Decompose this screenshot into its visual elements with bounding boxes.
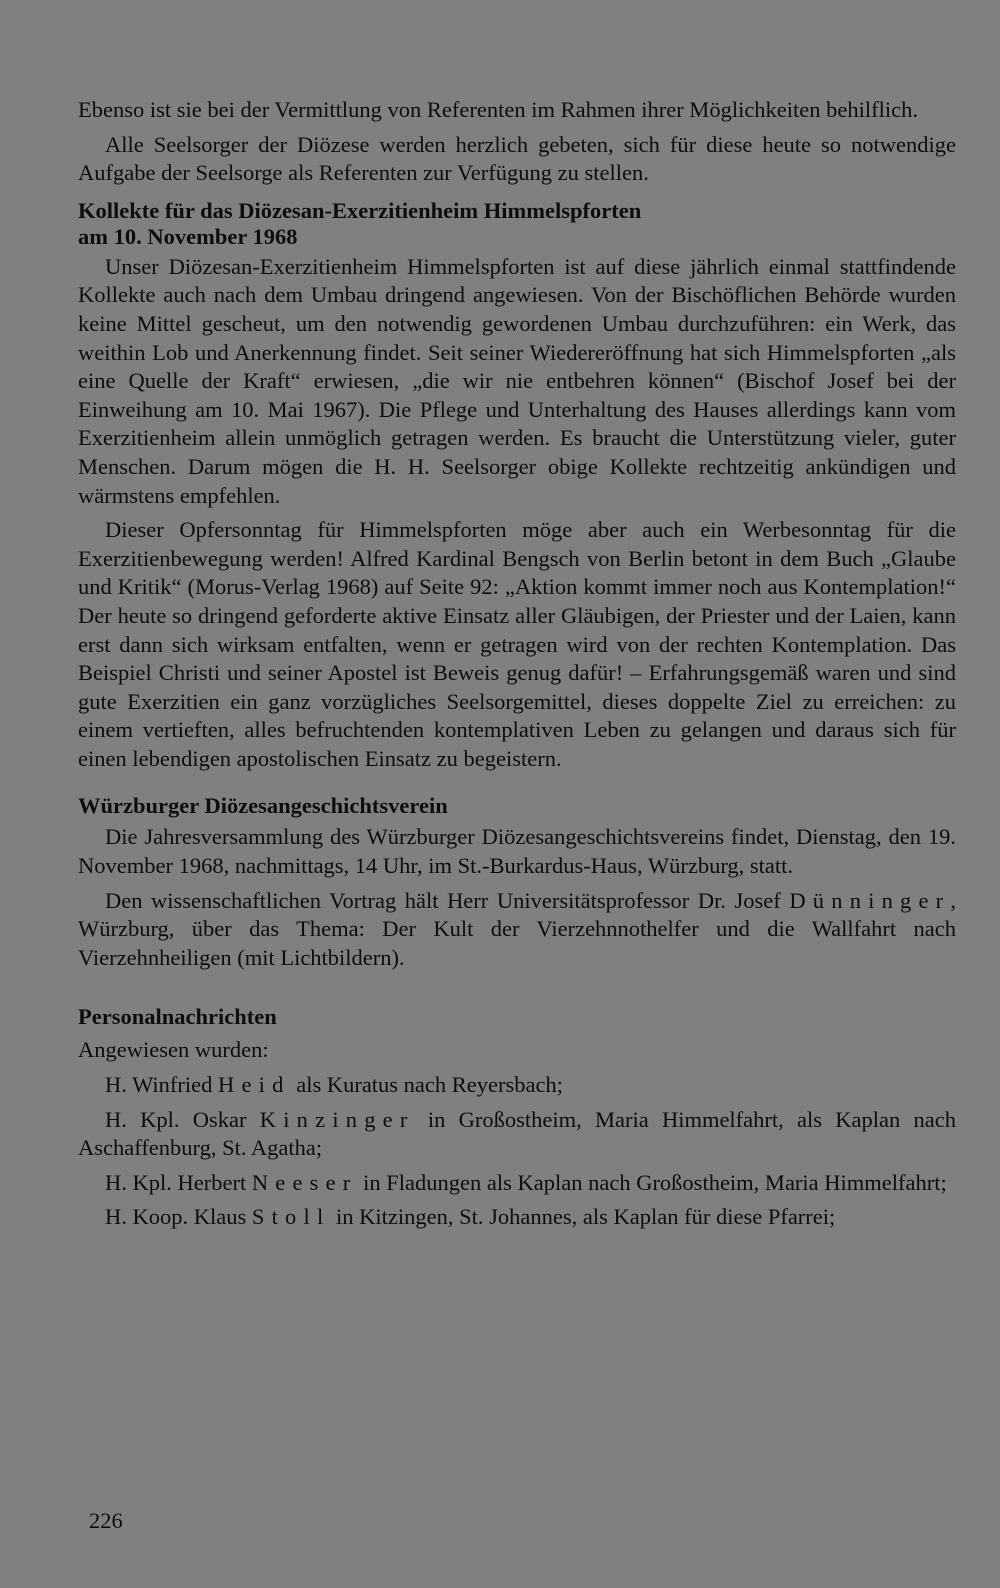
kollekte-heading-line-2: am 10. November 1968	[78, 223, 298, 249]
personal-intro: Angewiesen wurden:	[78, 1037, 269, 1063]
page-number: 226	[89, 1508, 123, 1533]
kollekte-paragraph-1: Unser Diözesan-Exerzitienheim Himmelspforten ist auf diese jährlich einmal stattfindende Kollekte auch nach dem Umbau dringend angewiesen. Von der Bischöflichen Behörde wurden keine Mittel gescheut, um den notwendig gewordenen Umbau durchzuführen: ein Werk, das weithin Lob und Anerkennung findet. Seit seiner Wiedereröffnung hat sich Himmelspforten „als eine Quelle der Kraft“ erwiesen, „die wir nie entbehren können“ (Bischof Josef bei der Einweihung am 10. Mai 1967). Die Pflege und Unterhaltung des Hauses allerdings kann vom Exerzitienheim allein unmöglich getragen werden. Es braucht die Unterstützung vieler, guter Menschen. Darum mögen die H. H. Seelsorger obige Kollekte rechtzeitig ankündigen und wärmstens empfehlen.	[78, 253, 956, 508]
personal-entry	[78, 1106, 956, 1163]
entry-text-before: H. Kpl. Herbert	[105, 1169, 252, 1195]
personal-entry	[78, 1071, 956, 1100]
kollekte-heading	[78, 198, 956, 250]
spaced-name-duenninger: Dünninger	[789, 887, 951, 913]
verein-p2-text-after: , Würzburg, über das Thema: Der Kult der Vierzehnnothelfer und die Wallfahrt nach Vierzehnheiligen (mit Lichtbildern).	[78, 887, 956, 970]
personal-entry	[78, 1169, 956, 1198]
entry-text-after: in Kitzingen, St. Johannes, als Kaplan für diese Pfarrei;	[330, 1204, 836, 1230]
personal-entry	[78, 1203, 956, 1232]
intro-paragraph-2: Alle Seelsorger der Diözese werden herzlich gebeten, sich für diese heute so notwendige Aufgabe der Seelsorge als Referenten zur Verfügung zu stellen.	[78, 131, 956, 186]
personal-heading: Personalnachrichten	[78, 1004, 277, 1030]
entry-text-before: H. Kpl. Oskar	[105, 1106, 260, 1132]
page-body	[78, 96, 956, 1232]
verein-paragraph-1: Die Jahresversammlung des Würzburger Diözesangeschichtsvereins findet, Dienstag, den 19. November 1968, nachmittags, 14 Uhr, im St.-Burkardus-Haus, Würzburg, statt.	[78, 824, 956, 879]
kollekte-paragraph-2: Dieser Opfersonntag für Himmelspforten möge aber auch ein Werbesonntag für die Exerzitienbewegung werden! Alfred Kardinal Bengsch von Berlin betont in dem Buch „Glaube und Kritik“ (Morus-Verlag 1968) auf Seite 92: „Aktion kommt immer noch aus Kontemplation!“ Der heute so dringend geforderte aktive Einsatz aller Gläubigen, der Priester und der Laien, kann erst dann sich wirksam entfalten, wenn er getragen wird von der rechten Kontemplation. Das Beispiel Christi und seiner Apostel ist Beweis genug dafür! – Erfahrungsgemäß waren und sind gute Exerzitien ein ganz vorzügliches Seelsorgemittel, dieses doppelte Ziel zu erreichen: zu einem vertieften, alles befruchtenden kontemplativen Leben zu gelangen und daraus sich für einen lebendigen apostolischen Einsatz zu begeistern.	[78, 517, 956, 771]
spaced-name: Neeser	[251, 1169, 358, 1195]
kollekte-heading-line-1: Kollekte für das Diözesan-Exerzitienheim Himmelspforten	[78, 197, 642, 223]
entry-text-after: in Großostheim, Maria Himmelfahrt, als Kaplan nach Aschaffenburg, St. Agatha;	[78, 1106, 957, 1161]
entry-text-after: als Kuratus nach Reyersbach;	[290, 1072, 563, 1098]
verein-paragraph-2	[78, 887, 956, 973]
spaced-name: Kinzinger	[259, 1106, 415, 1132]
spaced-name: Heid	[218, 1072, 291, 1098]
verein-heading: Würzburger Diözesangeschichtsverein	[78, 793, 448, 819]
spaced-name: Stoll	[251, 1204, 331, 1230]
entry-text-before: H. Winfried	[105, 1072, 219, 1098]
entry-text-before: H. Koop. Klaus	[105, 1204, 252, 1230]
entry-text-after: in Fladungen als Kaplan nach Großostheim, Maria Himmelfahrt;	[357, 1169, 947, 1195]
intro-paragraph-1: Ebenso ist sie bei der Vermittlung von Referenten im Rahmen ihrer Möglichkeiten behilflich.	[78, 97, 919, 122]
verein-p2-text-before: Den wissenschaftlichen Vortrag hält Herr Universitätsprofessor Dr. Josef	[105, 887, 790, 913]
